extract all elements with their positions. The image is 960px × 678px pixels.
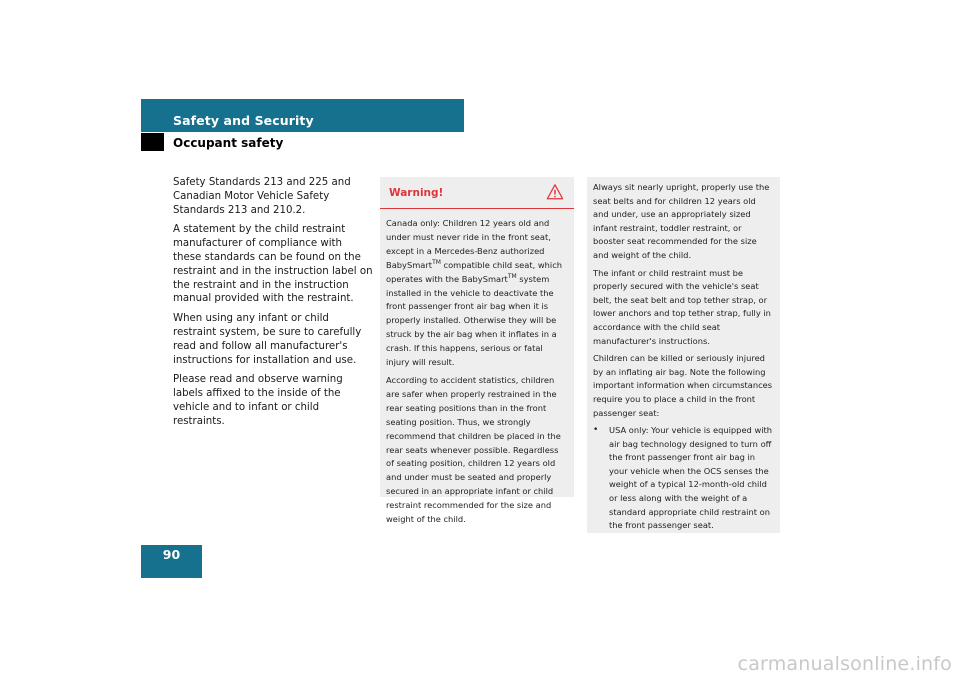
body-paragraph: A statement by the child restraint manufacturer of compliance with these standards can be found on the restraint and in the instruction label on the restraint and in the instruction manual provided with the restraint. [173,224,373,305]
section-title: Safety and Security [173,113,314,128]
body-paragraph: Safety Standards 213 and 225 and Canadian Motor Vehicle Safety Standards 213 and 210.2. [173,177,351,216]
warning-paragraph: According to accident statistics, children are safer when properly restrained in the rear seating positions than in the front seating position. Thus, we strongly recommend that children be placed in the rear seats whenever possible. Regardless of seating position, children 12 years old and under must be seated and properly secured in an appropriate infant or child restraint recommended for the size and weight of the child. [386,374,561,525]
subsection-title: Occupant safety [173,136,284,150]
bullet-text: USA only: Your vehicle is equipped with air bag technology designed to turn off the front passenger front air bag in your vehicle when the OCS senses the weight of a typical 12-month-old child or less along with the weight of a standard appropriate child restraint on the front passenger seat. [609,425,773,531]
warning-paragraph: Canada only: Children 12 years old and under must never ride in the front seat, except in a Mercedes-Benz authorized BabySmart™ compatible child seat, which operates with the BabySmart™ system installed in the vehicle to deactivate the front passenger front air bag when it is properly installed. Otherwise they will be struck by the air bag when it inflates in a crash. If this happens, serious or fatal injury will result. [386,218,563,368]
body-paragraph: When using any infant or child restraint system, be sure to carefully read and follow all manufacturer's instructions for installation and use. [173,313,362,366]
warning-body [380,209,574,527]
body-text [173,176,373,435]
info-paragraph: The infant or child restraint must be properly secured with the vehicle's seat belt, the seat belt and top tether strap, or lower anchors and top tether strap, fully in accordance with the child seat manufacturer's instructions. [593,267,771,346]
warning-triangle-icon [546,183,564,201]
page-number: 90 [162,547,181,562]
info-paragraph: Children can be killed or seriously injured by an inflating air bag. Note the following important information when circumstances require you to place a child in the front passenger seat: [593,353,773,418]
bullet-item [593,424,774,533]
warning-title: Warning! [389,187,444,199]
warning-header [380,177,574,209]
info-box [587,177,780,533]
info-paragraph: Always sit nearly upright, properly use the seat belts and for children 12 years old and under, use an appropriately sized infant restraint, toddler restraint, or booster seat recommended for the size and weight of the child. [593,182,770,260]
subsection-marker [141,133,164,151]
bullet-icon: • [593,425,599,436]
watermark: carmanualsonline.info [737,653,952,675]
warning-box [380,177,574,525]
body-paragraph: Please read and observe warning labels affixed to the inside of the vehicle and to infant or child restraints. [173,374,343,427]
